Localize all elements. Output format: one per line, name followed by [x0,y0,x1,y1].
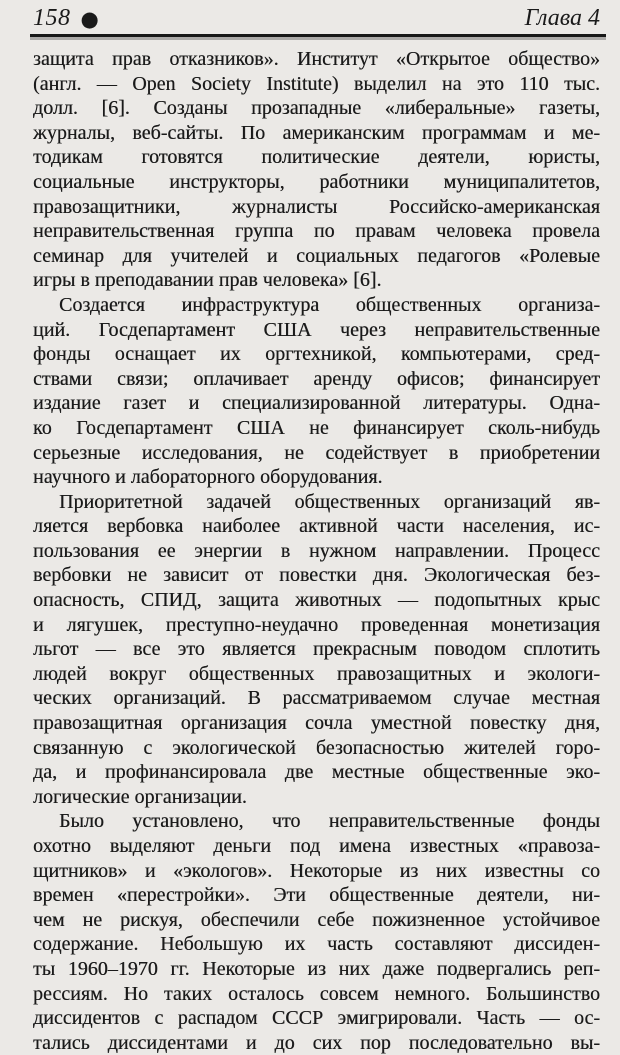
text-line: ко Госдепартамент США не финансирует сколь-нибудь [33,416,600,439]
text-line: чем не рискуя, обеспечили себе пожизненное устойчивое [33,908,600,931]
text-line: щитников» и «экологов». Некоторые из них известны со [33,859,600,882]
text-line: рессиям. Но таких осталось совсем немного. Большинство [33,982,600,1005]
text-line: ций. Госдепартамент США через неправительственные [33,318,600,341]
paragraph [33,490,600,810]
text-line: Приоритетной задачей общественных организаций яв- [59,490,600,513]
text-line: льгот — все это является прекрасным поводом сплотить [33,638,600,661]
text-line: и лягушек, преступно-неудачно проведенная монетизация [33,613,600,636]
text-line: охотно выделяют деньги под имена известных «правоза- [33,835,600,857]
paragraph [33,293,600,490]
text-line: правозащитная организация сочла уместной повестку дня, [33,712,600,735]
text-line: игры в преподавании прав человека» [6]. [33,269,382,292]
text-line: (англ. — Open Society Institute) выделил на это 110 тыс. [33,72,600,95]
text-line: правозащитники, журналисты Российско-американская [33,195,600,218]
text-line: неправительственная группа по правам человека провела [33,220,600,243]
paragraph [33,809,600,1055]
text-line: научного и лабораторного оборудования. [33,466,383,489]
page-body [33,47,600,1055]
text-line: Создается инфраструктура общественных организа- [59,293,600,316]
text-line: пользования ее энергии в нужном направлении. Процесс [33,539,600,562]
header-rule [30,34,606,37]
page-number-group: 158 ● [33,5,99,31]
text-line: издание газет и специализированной литературы. Одна- [33,392,600,415]
text-line: защита прав отказников». Институт «Открытое общество» [33,48,600,70]
text-line: вербовки не зависит от повестки дня. Экологическая без- [33,564,600,587]
text-line: содержание. Небольшую их часть составляют диссиден- [33,933,600,956]
text-line: связанную с экологической безопасностью жителей горо- [33,736,600,759]
paragraph [33,47,600,293]
text-line: логические организации. [33,785,247,808]
text-line: тодикам готовятся политические деятели, юристы, [33,146,600,169]
text-line: Было установлено, что неправительственные фонды [59,810,600,833]
text-line: диссидентов с распадом СССР эмигрировали. Часть — ос- [33,1007,600,1030]
page-number: 158 [33,5,71,31]
text-line: ческих организаций. В рассматриваемом случае местная [33,687,600,710]
text-line: семинар для учителей и социальных педагогов «Ролевые [33,244,600,267]
text-line: фонды оснащает их оргтехникой, компьютерами, сред- [33,343,600,366]
page-header [33,5,600,31]
text-line: серьезные исследования, не содействует в приобретении [33,441,600,464]
text-line: долл. [6]. Созданы прозападные «либеральные» газеты, [33,97,600,120]
text-line: времен «перестройки». Эти общественные деятели, ни- [33,884,600,907]
text-line: ляется вербовка наиболее активной части населения, ис- [33,515,600,538]
text-line: да, и профинансировала две местные общественные эко- [33,761,600,784]
text-line: тались диссидентами и до сих пор последовательно вы- [33,1031,600,1054]
text-line: опасность, СПИД, защита животных — подопытных крыс [33,589,600,612]
chapter-label: Глава 4 [524,5,600,31]
text-line: ты 1960–1970 гг. Некоторые из них даже подвергались реп- [33,957,600,980]
text-line: социальные инструкторы, работники муниципалитетов, [33,170,600,193]
text-line: людей вокруг общественных правозащитных и экологи- [33,662,600,685]
text-line: ствами связи; оплачивает аренду офисов; финансирует [33,367,600,390]
text-line: журналы, веб-сайты. По американским программам и ме- [33,121,600,144]
